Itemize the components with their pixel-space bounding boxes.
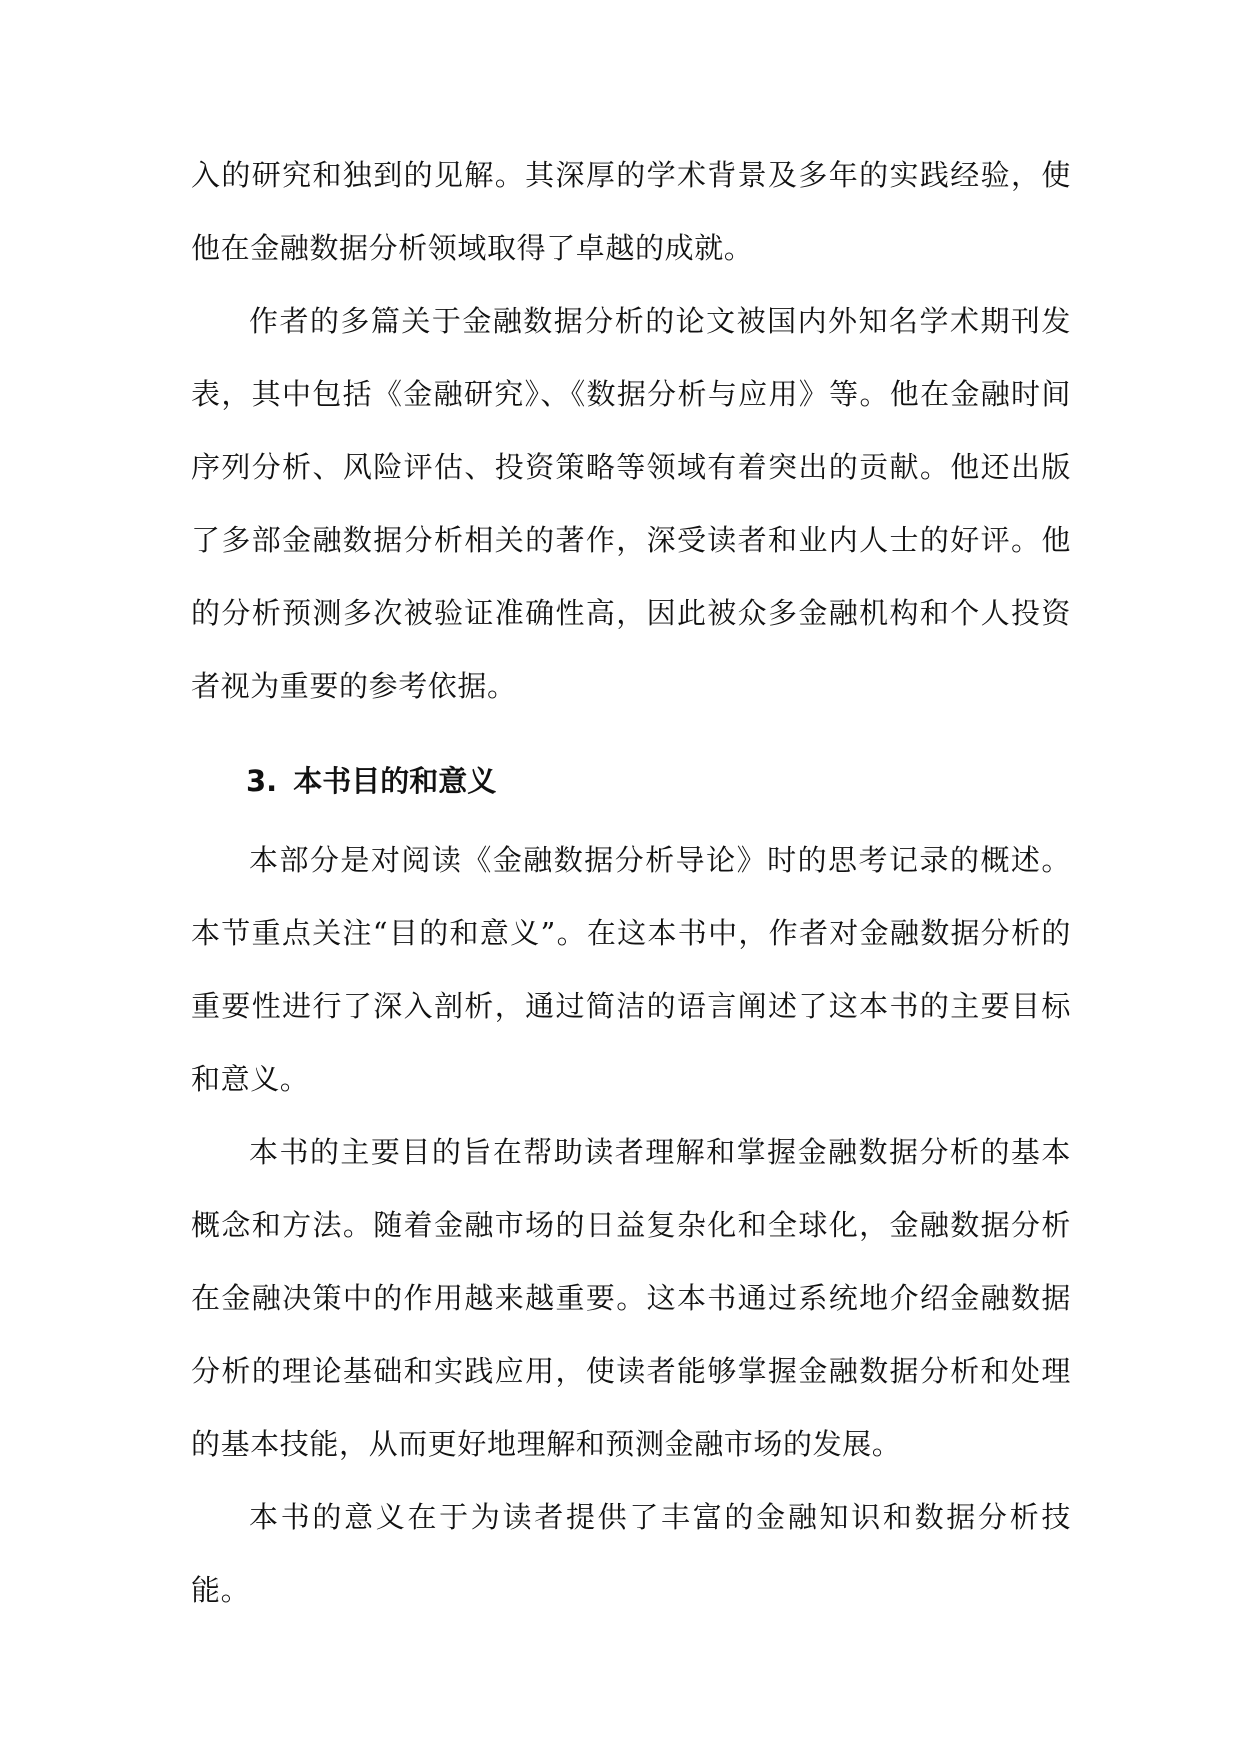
section-title: 本书目的和意义 <box>293 764 497 798</box>
paragraph-continuation: 入的研究和独到的见解。其深厚的学术背景及多年的实践经验，使他在金融数据分析领域取得了卓越的成就。 <box>191 158 1071 265</box>
paragraph-section-overview: 本部分是对阅读《金融数据分析导论》时的思考记录的概述。本节重点关注“目的和意义”。在这本书中，作者对金融数据分析的重要性进行了深入剖析，通过简洁的语言阐述了这本书的主要目标和意义。 <box>191 843 1071 1096</box>
section-number: 3. <box>246 764 278 798</box>
document-body <box>191 139 1071 1627</box>
paragraph-book-purpose: 本书的主要目的旨在帮助读者理解和掌握金融数据分析的基本概念和方法。随着金融市场的日益复杂化和全球化，金融数据分析在金融决策中的作用越来越重要。这本书通过系统地介绍金融数据分析的理论基础和实践应用，使读者能够掌握金融数据分析和处理的基本技能，从而更好地理解和预测金融市场的发展。 <box>191 1135 1071 1461</box>
paragraph-author-publications: 作者的多篇关于金融数据分析的论文被国内外知名学术期刊发表，其中包括《金融研究》、《数据分析与应用》等。他在金融时间序列分析、风险评估、投资策略等领域有着突出的贡献。他还出版了多部金融数据分析相关的著作，深受读者和业内人士的好评。他的分析预测多次被验证准确性高，因此被众多金融机构和个人投资者视为重要的参考依据。 <box>191 304 1071 703</box>
paragraph-book-significance: 本书的意义在于为读者提供了丰富的金融知识和数据分析技能。 <box>191 1500 1071 1607</box>
section-heading <box>191 745 1071 818</box>
